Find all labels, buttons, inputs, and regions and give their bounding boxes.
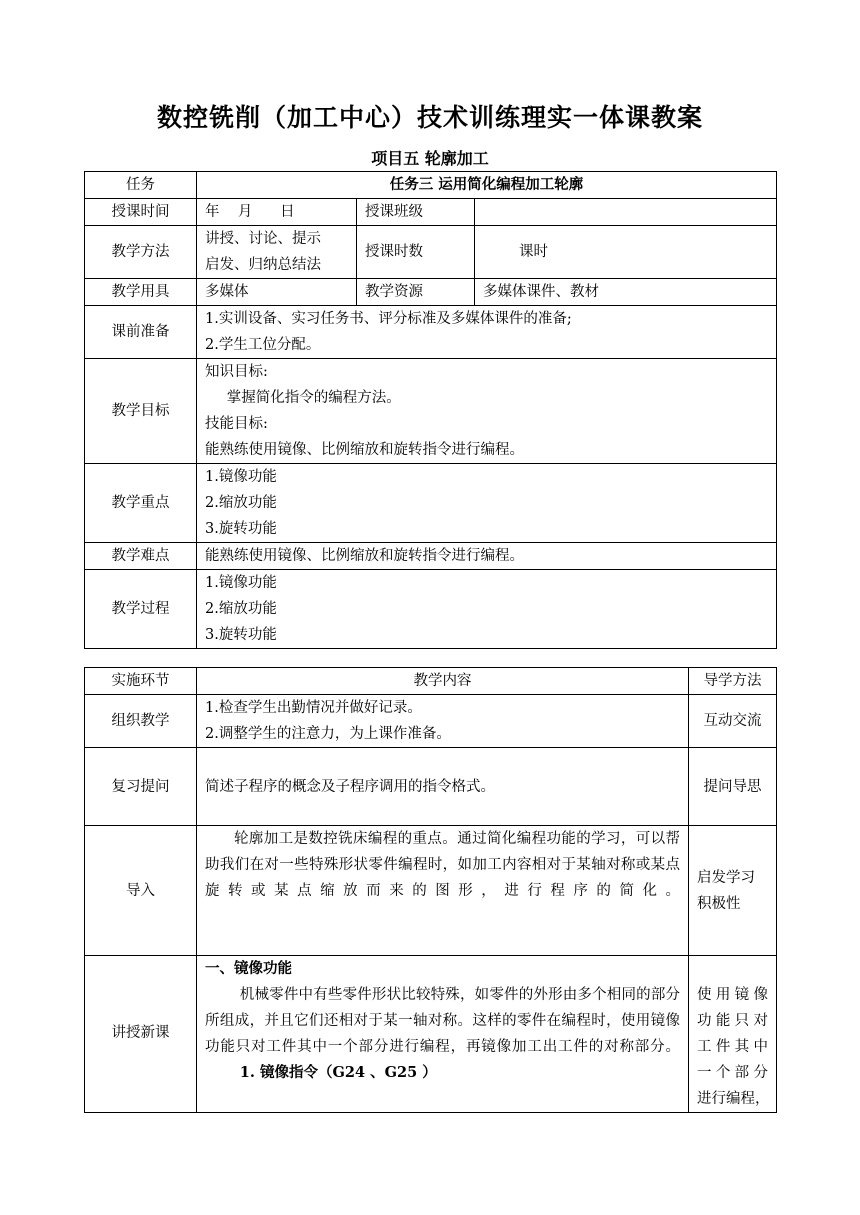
method-spacer (697, 956, 768, 982)
method-line-1: 讲授、讨论、提示 (205, 231, 321, 247)
new-method-line: 使用镜像 (697, 987, 768, 1003)
class-label: 授课班级 (357, 199, 475, 226)
mirror-paragraph: 机械零件中有些零件形状比较特殊，如零件的外形由多个相同的部分所组成，并且它们还相对于某一轴对称。这样的零件在编程时，使用镜像功能只对工件其中一个部分进行编程，再镜像加工出工件的对称部分。 (205, 987, 680, 1055)
method-value (197, 226, 357, 279)
plan-header-row (85, 668, 777, 695)
prep-line-2: 2.学生工位分配。 (205, 337, 321, 353)
process-item: 1.镜像功能 (205, 575, 277, 591)
skill-goal-heading: 技能目标: (205, 416, 268, 432)
review-row (85, 748, 777, 826)
review-label: 复习提问 (85, 748, 197, 826)
mirror-heading: 一、镜像功能 (205, 960, 292, 977)
organize-line-2: 2.调整学生的注意力，为上课作准备。 (205, 726, 451, 742)
resource-value: 多媒体课件、教材 (475, 279, 777, 306)
prep-row (85, 306, 777, 359)
header-stage: 实施环节 (85, 668, 197, 695)
intro-method (689, 826, 777, 956)
difficulty-row (85, 543, 777, 570)
review-method: 提问导思 (689, 748, 777, 826)
intro-method-line: 积极性 (697, 895, 741, 912)
new-method-line: 进行编程， (697, 1091, 770, 1107)
lesson-info-table (84, 171, 777, 649)
process-item: 3.旋转功能 (205, 627, 277, 643)
prep-label: 课前准备 (85, 306, 197, 359)
knowledge-goal-text: 掌握简化指令的编程方法。 (226, 390, 401, 406)
goal-content (197, 359, 777, 464)
prep-line-1: 1.实训设备、实习任务书、评分标准及多媒体课件的准备; (205, 311, 572, 327)
goal-row (85, 359, 777, 464)
goal-label: 教学目标 (85, 359, 197, 464)
process-label: 教学过程 (85, 570, 197, 649)
new-method-line: 功能只对 (697, 1013, 768, 1029)
difficulty-label: 教学难点 (85, 543, 197, 570)
organize-line-1: 1.检查学生出勤情况并做好记录。 (205, 700, 422, 716)
method-label: 教学方法 (85, 226, 197, 279)
time-label: 授课时间 (85, 199, 197, 226)
header-method: 导学方法 (689, 668, 777, 695)
key-content (197, 464, 777, 543)
resource-label: 教学资源 (357, 279, 475, 306)
key-item: 3.旋转功能 (205, 521, 277, 537)
key-item: 2.缩放功能 (205, 495, 277, 511)
key-label: 教学重点 (85, 464, 197, 543)
new-method-line: 工件其中 (697, 1039, 768, 1055)
organize-method: 互动交流 (689, 695, 777, 748)
tools-label: 教学用具 (85, 279, 197, 306)
document-title: 数控铣削（加工中心）技术训练理实一体课教案 (156, 103, 703, 132)
tools-value: 多媒体 (197, 279, 357, 306)
process-item: 2.缩放功能 (205, 601, 277, 617)
teaching-plan-table (84, 667, 777, 1113)
intro-label: 导入 (85, 826, 197, 956)
intro-cell (197, 826, 689, 956)
class-value (475, 199, 777, 226)
hours-label: 授课时数 (357, 226, 475, 279)
method-row (85, 226, 777, 279)
new-lesson-content (197, 956, 689, 1113)
time-value: 年 月 日 (197, 199, 357, 226)
time-row (85, 199, 777, 226)
task-label: 任务 (85, 172, 197, 199)
new-lesson-label: 讲授新课 (85, 956, 197, 1113)
organize-label: 组织教学 (85, 695, 197, 748)
key-item: 1.镜像功能 (205, 469, 277, 485)
intro-row (85, 826, 777, 956)
new-method-line: 一个部分 (697, 1065, 768, 1081)
tools-row (85, 279, 777, 306)
process-row (85, 570, 777, 649)
organize-row (85, 695, 777, 748)
review-content: 简述子程序的概念及子程序调用的指令格式。 (197, 748, 689, 826)
organize-content (197, 695, 689, 748)
task-value: 任务三 运用简化编程加工轮廓 (197, 172, 777, 199)
key-row (85, 464, 777, 543)
process-content (197, 570, 777, 649)
task-row (85, 172, 777, 199)
new-lesson-row (85, 956, 777, 1113)
header-content: 教学内容 (197, 668, 689, 695)
skill-goal-text: 能熟练使用镜像、比例缩放和旋转指令进行编程。 (205, 442, 524, 458)
knowledge-goal-heading: 知识目标: (205, 364, 268, 380)
new-lesson-method (689, 956, 777, 1113)
intro-content: 轮廓加工是数控铣床编程的重点。通过简化编程功能的学习，可以帮助我们在对一些特殊形状零件编程时，如加工内容相对于某轴对称或某点旋转或某点缩放而来的图形，进行程序的简化。 (205, 831, 680, 899)
hours-value: 课时 (475, 226, 777, 279)
mirror-subheading: 1. 镜像指令（G24 、G25 ） (239, 1064, 437, 1081)
project-subtitle: 项目五 轮廓加工 (371, 149, 489, 168)
difficulty-value: 能熟练使用镜像、比例缩放和旋转指令进行编程。 (197, 543, 777, 570)
intro-method-line: 启发学习 (697, 869, 755, 886)
method-line-2: 启发、归纳总结法 (205, 257, 321, 273)
prep-content (197, 306, 777, 359)
